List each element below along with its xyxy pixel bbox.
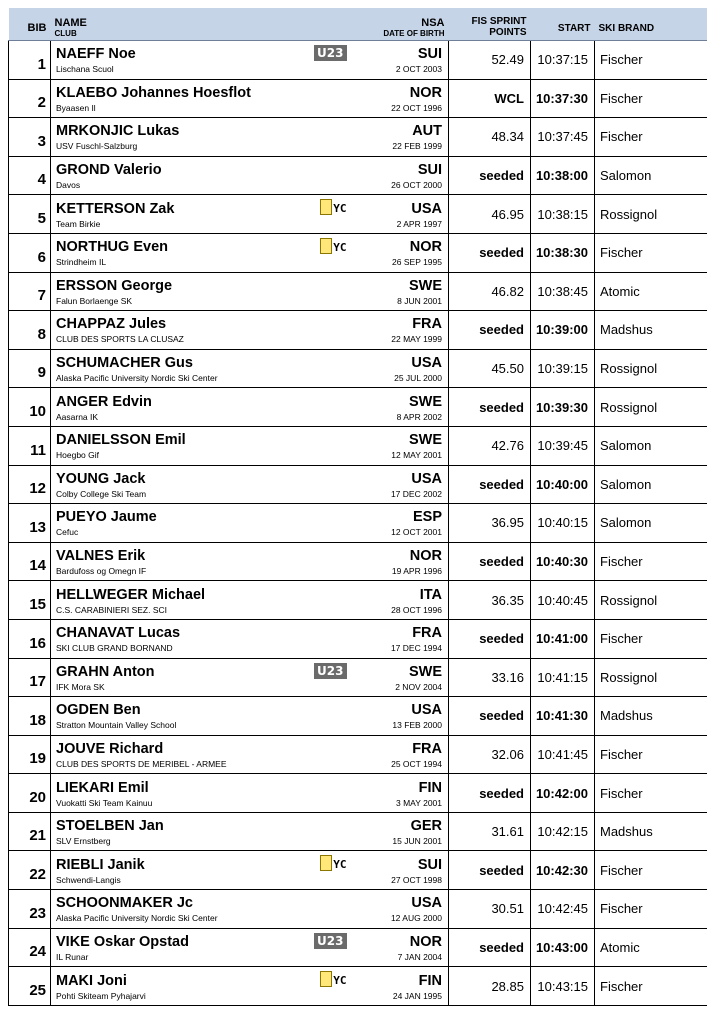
athlete-nsa: NOR — [409, 84, 442, 101]
start-time: 10:39:30 — [531, 388, 595, 427]
ski-brand: Salomon — [595, 465, 707, 504]
fis-points: seeded — [449, 619, 531, 658]
ski-brand: Fischer — [595, 41, 707, 80]
fis-points: seeded — [449, 542, 531, 581]
fis-points: 33.16 — [449, 658, 531, 697]
athlete-club: IL Runar — [56, 951, 89, 962]
athlete-club: IFK Mora SK — [56, 681, 105, 692]
fis-points: 52.49 — [449, 41, 531, 80]
athlete-dob: 12 OCT 2001 — [391, 527, 442, 538]
athlete-nsa: FIN — [418, 779, 442, 796]
fis-points: 31.61 — [449, 812, 531, 851]
bib-number: 20 — [9, 774, 51, 813]
ski-brand: Fischer — [595, 890, 707, 929]
fis-points: seeded — [449, 388, 531, 427]
yellow-card-icon — [320, 855, 332, 871]
nsa-cell — [353, 735, 449, 774]
start-time: 10:40:15 — [531, 504, 595, 543]
bib-number: 25 — [9, 967, 51, 1006]
athlete-nsa: SUI — [417, 46, 442, 63]
nsa-cell — [353, 465, 449, 504]
fis-points: seeded — [449, 851, 531, 890]
ski-brand: Rossignol — [595, 349, 707, 388]
table-row — [9, 697, 707, 736]
ski-brand: Madshus — [595, 311, 707, 350]
athlete-cell — [51, 619, 353, 658]
nsa-cell — [353, 426, 449, 465]
athlete-club: Alaska Pacific University Nordic Ski Center — [56, 373, 218, 384]
athlete-dob: 15 JUN 2001 — [392, 836, 442, 847]
athlete-dob: 26 OCT 2000 — [391, 180, 442, 191]
athlete-cell — [51, 504, 353, 543]
athlete-club: Stratton Mountain Valley School — [56, 720, 177, 731]
header-nsa-dob: NSA DATE OF BIRTH — [353, 8, 449, 41]
bib-number: 14 — [9, 542, 51, 581]
athlete-club: Alaska Pacific University Nordic Ski Center — [56, 913, 218, 924]
bib-number: 15 — [9, 581, 51, 620]
bib-number: 19 — [9, 735, 51, 774]
athlete-dob: 2 OCT 2003 — [395, 64, 442, 75]
athlete-club: Hoegbo Gif — [56, 450, 99, 461]
athlete-club: Falun Borlaenge SK — [56, 295, 133, 306]
table-row — [9, 851, 707, 890]
athlete-nsa: SUI — [417, 856, 442, 873]
start-time: 10:38:45 — [531, 272, 595, 311]
athlete-club: Team Birkie — [56, 218, 101, 229]
ski-brand: Fischer — [595, 735, 707, 774]
table-row — [9, 658, 707, 697]
bib-number: 24 — [9, 928, 51, 967]
start-time: 10:37:30 — [531, 79, 595, 118]
ski-brand: Rossignol — [595, 388, 707, 427]
athlete-nsa: ESP — [412, 509, 442, 526]
athlete-dob: 12 MAY 2001 — [391, 450, 442, 461]
athlete-name: ANGER Edvin — [56, 393, 152, 410]
athlete-cell — [51, 118, 353, 157]
athlete-name: ERSSON George — [56, 277, 173, 294]
ski-brand: Salomon — [595, 156, 707, 195]
table-row — [9, 465, 707, 504]
athlete-club: CLUB DES SPORTS LA CLUSAZ — [56, 334, 184, 345]
start-time: 10:42:45 — [531, 890, 595, 929]
nsa-cell — [353, 851, 449, 890]
table-row — [9, 426, 707, 465]
athlete-dob: 25 JUL 2000 — [394, 373, 442, 384]
start-time: 10:41:30 — [531, 697, 595, 736]
athlete-club: Davos — [56, 180, 81, 191]
start-time: 10:40:00 — [531, 465, 595, 504]
athlete-nsa: ITA — [419, 586, 442, 603]
table-row — [9, 967, 707, 1006]
ski-brand: Fischer — [595, 233, 707, 272]
nsa-cell — [353, 890, 449, 929]
athlete-cell — [51, 156, 353, 195]
table-row — [9, 156, 707, 195]
nsa-cell — [353, 928, 449, 967]
athlete-club: Aasarna IK — [56, 411, 99, 422]
ski-brand: Fischer — [595, 79, 707, 118]
table-row — [9, 272, 707, 311]
start-time: 10:37:45 — [531, 118, 595, 157]
ski-brand: Salomon — [595, 504, 707, 543]
athlete-name: SCHUMACHER Gus — [56, 355, 193, 372]
athlete-nsa: FRA — [412, 740, 442, 757]
start-time: 10:37:15 — [531, 41, 595, 80]
fis-points: seeded — [449, 156, 531, 195]
bib-number: 21 — [9, 812, 51, 851]
bib-number: 17 — [9, 658, 51, 697]
nsa-cell — [353, 349, 449, 388]
header-points: FIS SPRINT POINTS — [449, 8, 531, 41]
ski-brand: Atomic — [595, 928, 707, 967]
ski-brand: Fischer — [595, 967, 707, 1006]
athlete-dob: 27 OCT 1998 — [391, 874, 442, 885]
ski-brand: Madshus — [595, 697, 707, 736]
athlete-nsa: USA — [411, 895, 442, 912]
athlete-name: MRKONJIC Lukas — [56, 123, 180, 140]
athlete-name: STOELBEN Jan — [56, 818, 164, 835]
header-start: START — [531, 8, 595, 41]
athlete-dob: 22 MAY 1999 — [391, 334, 442, 345]
bib-number: 5 — [9, 195, 51, 234]
nsa-cell — [353, 658, 449, 697]
fis-points: seeded — [449, 311, 531, 350]
start-time: 10:38:00 — [531, 156, 595, 195]
athlete-name: CHAPPAZ Jules — [56, 316, 167, 333]
table-row — [9, 542, 707, 581]
bib-number: 3 — [9, 118, 51, 157]
fis-points: seeded — [449, 697, 531, 736]
ski-brand: Atomic — [595, 272, 707, 311]
nsa-cell — [353, 156, 449, 195]
athlete-nsa: SWE — [408, 663, 442, 680]
nsa-cell — [353, 195, 449, 234]
athlete-name: VALNES Erik — [56, 548, 146, 565]
bib-number: 13 — [9, 504, 51, 543]
table-row — [9, 79, 707, 118]
athlete-name: OGDEN Ben — [56, 702, 141, 719]
athlete-club: Pohti Skiteam Pyhajarvi — [56, 990, 146, 1001]
fis-points: 42.76 — [449, 426, 531, 465]
table-row — [9, 735, 707, 774]
athlete-dob: 2 APR 1997 — [396, 218, 442, 229]
athlete-dob: 8 JUN 2001 — [397, 295, 442, 306]
u23-badge: U23 — [314, 663, 346, 679]
start-time: 10:42:30 — [531, 851, 595, 890]
ski-brand: Fischer — [595, 774, 707, 813]
u23-badge: U23 — [314, 45, 346, 61]
bib-number: 2 — [9, 79, 51, 118]
bib-number: 6 — [9, 233, 51, 272]
header-bib: BIB — [9, 8, 51, 41]
bib-number: 7 — [9, 272, 51, 311]
athlete-nsa: GER — [410, 818, 442, 835]
athlete-cell — [51, 233, 353, 272]
athlete-nsa: FRA — [412, 316, 442, 333]
athlete-nsa: FRA — [412, 625, 442, 642]
athlete-nsa: NOR — [409, 239, 442, 256]
athlete-cell — [51, 349, 353, 388]
athlete-cell — [51, 79, 353, 118]
bib-number: 23 — [9, 890, 51, 929]
athlete-club: CLUB DES SPORTS DE MERIBEL - ARMEE — [56, 758, 227, 769]
table-row — [9, 41, 707, 80]
ski-brand: Salomon — [595, 426, 707, 465]
ski-brand: Fischer — [595, 619, 707, 658]
athlete-nsa: SUI — [417, 162, 442, 179]
athlete-cell — [51, 465, 353, 504]
yellow-card-badge: YC — [320, 855, 346, 873]
ski-brand: Rossignol — [595, 195, 707, 234]
bib-number: 12 — [9, 465, 51, 504]
nsa-cell — [353, 504, 449, 543]
athlete-name: KLAEBO Johannes Hoesflot — [56, 84, 251, 101]
athlete-dob: 8 APR 2002 — [396, 411, 442, 422]
athlete-cell — [51, 658, 353, 697]
athlete-cell — [51, 774, 353, 813]
athlete-club: USV Fuschl-Salzburg — [56, 141, 138, 152]
athlete-dob: 22 FEB 1999 — [392, 141, 442, 152]
athlete-name: HELLWEGER Michael — [56, 586, 206, 603]
athlete-cell — [51, 928, 353, 967]
fis-points: 36.95 — [449, 504, 531, 543]
athlete-dob: 17 DEC 1994 — [390, 643, 442, 654]
athlete-cell — [51, 735, 353, 774]
athlete-club: SLV Ernstberg — [56, 836, 111, 847]
athlete-cell — [51, 851, 353, 890]
bib-number: 10 — [9, 388, 51, 427]
table-row — [9, 812, 707, 851]
bib-number: 18 — [9, 697, 51, 736]
athlete-cell — [51, 697, 353, 736]
yellow-card-badge: YC — [320, 971, 346, 989]
ski-brand: Madshus — [595, 812, 707, 851]
header-name-club: NAME CLUB — [51, 8, 353, 41]
start-time: 10:40:45 — [531, 581, 595, 620]
athlete-name: KETTERSON Zak — [56, 200, 175, 217]
athlete-name: GRAHN Anton — [56, 663, 155, 680]
yellow-card-badge: YC — [320, 199, 346, 217]
fis-points: 46.95 — [449, 195, 531, 234]
start-time: 10:43:00 — [531, 928, 595, 967]
u23-badge: U23 — [314, 933, 346, 949]
nsa-cell — [353, 233, 449, 272]
nsa-cell — [353, 697, 449, 736]
athlete-name: SCHOONMAKER Jc — [56, 895, 193, 912]
fis-points: 28.85 — [449, 967, 531, 1006]
start-time: 10:41:00 — [531, 619, 595, 658]
bib-number: 16 — [9, 619, 51, 658]
athlete-cell — [51, 41, 353, 80]
athlete-club: Bardufoss og Omegn IF — [56, 566, 147, 577]
athlete-name: YOUNG Jack — [56, 470, 146, 487]
athlete-name: PUEYO Jaume — [56, 509, 157, 526]
start-time: 10:42:15 — [531, 812, 595, 851]
athlete-cell — [51, 311, 353, 350]
nsa-cell — [353, 388, 449, 427]
athlete-nsa: FIN — [418, 972, 442, 989]
athlete-cell — [51, 388, 353, 427]
athlete-nsa: SWE — [408, 393, 442, 410]
athlete-cell — [51, 890, 353, 929]
athlete-name: CHANAVAT Lucas — [56, 625, 181, 642]
start-time: 10:41:45 — [531, 735, 595, 774]
table-row — [9, 118, 707, 157]
athlete-nsa: SWE — [408, 277, 442, 294]
bib-number: 22 — [9, 851, 51, 890]
nsa-cell — [353, 812, 449, 851]
athlete-club: C.S. CARABINIERI SEZ. SCI — [56, 604, 167, 615]
athlete-dob: 22 OCT 1996 — [391, 102, 442, 113]
athlete-dob: 12 AUG 2000 — [390, 913, 442, 924]
athlete-dob: 13 FEB 2000 — [392, 720, 442, 731]
athlete-nsa: NOR — [409, 548, 442, 565]
athlete-club: Byaasen Il — [56, 102, 96, 113]
yellow-card-icon — [320, 971, 332, 987]
table-row — [9, 195, 707, 234]
athlete-name: NORTHUG Even — [56, 239, 168, 256]
nsa-cell — [353, 967, 449, 1006]
table-row — [9, 349, 707, 388]
athlete-name: MAKI Joni — [56, 972, 127, 989]
fis-points: 45.50 — [449, 349, 531, 388]
athlete-cell — [51, 967, 353, 1006]
athlete-name: VIKE Oskar Opstad — [56, 933, 189, 950]
athlete-club: Vuokatti Ski Team Kainuu — [56, 797, 153, 808]
athlete-name: GROND Valerio — [56, 162, 162, 179]
start-time: 10:38:30 — [531, 233, 595, 272]
fis-points: seeded — [449, 233, 531, 272]
table-row — [9, 928, 707, 967]
athlete-club: Colby College Ski Team — [56, 488, 147, 499]
athlete-nsa: USA — [411, 470, 442, 487]
athlete-name: RIEBLI Janik — [56, 856, 145, 873]
table-row — [9, 581, 707, 620]
athlete-nsa: SWE — [408, 432, 442, 449]
start-time: 10:39:00 — [531, 311, 595, 350]
table-row — [9, 774, 707, 813]
table-row — [9, 233, 707, 272]
athlete-dob: 24 JAN 1995 — [392, 990, 442, 1001]
athlete-name: JOUVE Richard — [56, 740, 164, 757]
bib-number: 4 — [9, 156, 51, 195]
bib-number: 11 — [9, 426, 51, 465]
nsa-cell — [353, 41, 449, 80]
athlete-club: Strindheim IL — [56, 257, 107, 268]
athlete-cell — [51, 542, 353, 581]
nsa-cell — [353, 118, 449, 157]
athlete-cell — [51, 812, 353, 851]
fis-points: WCL — [449, 79, 531, 118]
athlete-nsa: NOR — [409, 933, 442, 950]
fis-points: 48.34 — [449, 118, 531, 157]
ski-brand: Fischer — [595, 851, 707, 890]
athlete-club: SKI CLUB GRAND BORNAND — [56, 643, 173, 654]
nsa-cell — [353, 272, 449, 311]
start-time: 10:38:15 — [531, 195, 595, 234]
athlete-name: NAEFF Noe — [56, 46, 136, 63]
table-row — [9, 504, 707, 543]
athlete-club: Cefuc — [56, 527, 79, 538]
ski-brand: Rossignol — [595, 658, 707, 697]
bib-number: 9 — [9, 349, 51, 388]
athlete-dob: 28 OCT 1996 — [391, 604, 442, 615]
nsa-cell — [353, 581, 449, 620]
athlete-nsa: USA — [411, 702, 442, 719]
ski-brand: Rossignol — [595, 581, 707, 620]
athlete-dob: 26 SEP 1995 — [392, 257, 442, 268]
athlete-name: DANIELSSON Emil — [56, 432, 186, 449]
athlete-cell — [51, 272, 353, 311]
table-row — [9, 890, 707, 929]
nsa-cell — [353, 542, 449, 581]
athlete-dob: 17 DEC 2002 — [390, 488, 442, 499]
bib-number: 8 — [9, 311, 51, 350]
nsa-cell — [353, 619, 449, 658]
table-row — [9, 388, 707, 427]
athlete-club: Lischana Scuol — [56, 64, 114, 75]
nsa-cell — [353, 774, 449, 813]
fis-points: 46.82 — [449, 272, 531, 311]
yellow-card-badge: YC — [320, 238, 346, 256]
start-time: 10:41:15 — [531, 658, 595, 697]
start-time: 10:40:30 — [531, 542, 595, 581]
yellow-card-icon — [320, 199, 332, 215]
yellow-card-icon — [320, 238, 332, 254]
nsa-cell — [353, 79, 449, 118]
table-row — [9, 619, 707, 658]
athlete-nsa: AUT — [412, 123, 442, 140]
athlete-dob: 2 NOV 2004 — [395, 681, 442, 692]
fis-points: 32.06 — [449, 735, 531, 774]
nsa-cell — [353, 311, 449, 350]
athlete-nsa: USA — [411, 355, 442, 372]
fis-points: seeded — [449, 774, 531, 813]
fis-points: seeded — [449, 465, 531, 504]
fis-points: seeded — [449, 928, 531, 967]
start-time: 10:39:15 — [531, 349, 595, 388]
athlete-dob: 25 OCT 1994 — [391, 758, 442, 769]
athlete-dob: 3 MAY 2001 — [396, 797, 442, 808]
ski-brand: Fischer — [595, 118, 707, 157]
ski-brand: Fischer — [595, 542, 707, 581]
athlete-dob: 19 APR 1996 — [391, 566, 442, 577]
start-list-table — [8, 8, 707, 1006]
start-time: 10:39:45 — [531, 426, 595, 465]
athlete-nsa: USA — [411, 200, 442, 217]
athlete-cell — [51, 195, 353, 234]
athlete-cell — [51, 581, 353, 620]
fis-points: 36.35 — [449, 581, 531, 620]
start-time: 10:43:15 — [531, 967, 595, 1006]
fis-points: 30.51 — [449, 890, 531, 929]
bib-number: 1 — [9, 41, 51, 80]
table-header-row — [9, 8, 707, 41]
athlete-cell — [51, 426, 353, 465]
start-time: 10:42:00 — [531, 774, 595, 813]
athlete-club: Schwendi-Langis — [56, 874, 121, 885]
header-ski-brand: SKI BRAND — [595, 8, 707, 41]
athlete-dob: 7 JAN 2004 — [397, 951, 442, 962]
table-row — [9, 311, 707, 350]
athlete-name: LIEKARI Emil — [56, 779, 149, 796]
